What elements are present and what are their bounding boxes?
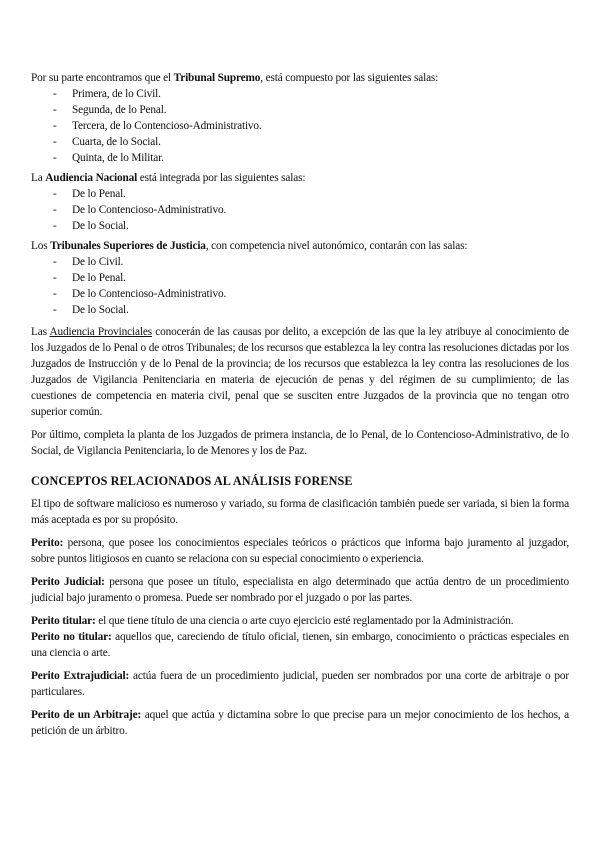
definition-term: Perito: (31, 537, 64, 549)
list-item: - De lo Penal. (31, 270, 569, 286)
definition-perito-no-titular (31, 629, 569, 661)
definition-text: actúa fuera de un procedimiento judicial, pueden ser nombrados por una corte de arbitraje o por particulares. (31, 670, 569, 698)
definition-perito-judicial (31, 574, 569, 606)
supremo-term: Tribunal Supremo (173, 72, 261, 84)
list-item: - De lo Social. (31, 302, 569, 318)
definition-perito (31, 535, 569, 567)
audiencia-prefix: La (31, 172, 46, 184)
document-page (31, 70, 569, 739)
provinciales-paragraph (31, 324, 569, 420)
audiencia-list (31, 186, 569, 234)
definition-perito-arbitraje (31, 707, 569, 739)
tsj-term: Tribunales Superiores de Justicia (50, 240, 206, 252)
supremo-intro (31, 70, 569, 86)
list-item: - De lo Civil. (31, 254, 569, 270)
definition-text: persona, que posee los conocimientos especiales teóricos o prácticos que informa bajo juramento al juzgador, sobre puntos litigiosos en cuanto se relaciona con su especial conocimiento o experiencia. (31, 537, 569, 565)
definition-text: aquel que actúa y dictamina sobre lo que precise para un mejor conocimiento de los hechos, a petición de un árbitro. (31, 709, 570, 737)
audiencia-term: Audiencia Nacional (45, 172, 138, 184)
audiencia-suffix: está integrada por las siguientes salas: (137, 172, 306, 184)
list-item: - Tercera, de lo Contencioso-Administrativo. (31, 118, 569, 134)
provinciales-body: conocerán de las causas por delito, a excepción de las que la ley atribuye al conocimiento de los Juzgados de lo Penal o de otros Tribunales; de los recursos que establezca la ley contra las resoluciones dictadas por los Juzgados de Instrucción y de lo Penal de la provincia; de los recursos que establezca la ley contra las resoluciones de los Juzgados de Vigilancia Penitenciaria en materia de ejecución de penas y del régimen de su cumplimiento; de las cuestiones de competencia en materia civil, penal que se susciten entre Juzgados de la provincia que no tengan otro superior común. (31, 326, 569, 418)
definition-term: Perito no titular: (31, 631, 112, 643)
ultimo-paragraph: Por último, completa la planta de los Juzgados de primera instancia, de lo Penal, de lo Contencioso-Administrativo, de lo Social, de Vigilancia Penitenciaria, lo de Menores y los de Paz. (31, 429, 569, 457)
list-item: - De lo Social. (31, 218, 569, 234)
list-item: - De lo Penal. (31, 186, 569, 202)
audiencia-intro (31, 170, 569, 186)
list-item: - De lo Contencioso-Administrativo. (31, 202, 569, 218)
list-item: - Quinta, de lo Militar. (31, 150, 569, 166)
list-item: - Cuarta, de lo Social. (31, 134, 569, 150)
tsj-intro (31, 238, 569, 254)
provinciales-prefix: Las (31, 326, 50, 338)
definition-perito-titular (31, 613, 569, 629)
tsj-prefix: Los (31, 240, 51, 252)
list-item: - De lo Contencioso-Administrativo. (31, 286, 569, 302)
definition-text: aquellos que, careciendo de título oficial, tienen, sin embargo, conocimiento o prácticas especiales en una ciencia o arte. (31, 631, 569, 659)
definition-text: el que tiene título de una ciencia o arte cuyo ejercicio esté reglamentado por la Administración. (95, 615, 514, 627)
definition-term: Perito Judicial: (31, 576, 105, 588)
definition-term: Perito titular: (31, 615, 96, 627)
section-heading: CONCEPTOS RELACIONADOS AL ANÁLISIS FORENSE (31, 474, 353, 488)
list-item: - Primera, de lo Civil. (31, 86, 569, 102)
list-item: - Segunda, de lo Penal. (31, 102, 569, 118)
tsj-suffix: , con competencia nivel autonómico, contarán con las salas: (205, 240, 468, 252)
provinciales-term: Audiencia Provinciales (49, 326, 152, 338)
tsj-list (31, 254, 569, 318)
supremo-list (31, 86, 569, 166)
definition-term: Perito Extrajudicial: (31, 670, 130, 682)
supremo-suffix: , está compuesto por las siguientes salas: (260, 72, 439, 84)
section-intro: El tipo de software malicioso es numeroso y variado, su forma de clasificación también puede ser variada, si bien la forma más aceptada es por su propósito. (31, 498, 569, 526)
definition-perito-extrajudicial (31, 668, 569, 700)
definition-text: persona que posee un título, especialista en algo determinado que actúa dentro de un procedimiento judicial bajo juramento o promesa. Puede ser nombrado por el juzgado o por las partes. (31, 576, 569, 604)
supremo-prefix: Por su parte encontramos que el (31, 72, 174, 84)
definition-term: Perito de un Arbitraje: (31, 709, 142, 721)
